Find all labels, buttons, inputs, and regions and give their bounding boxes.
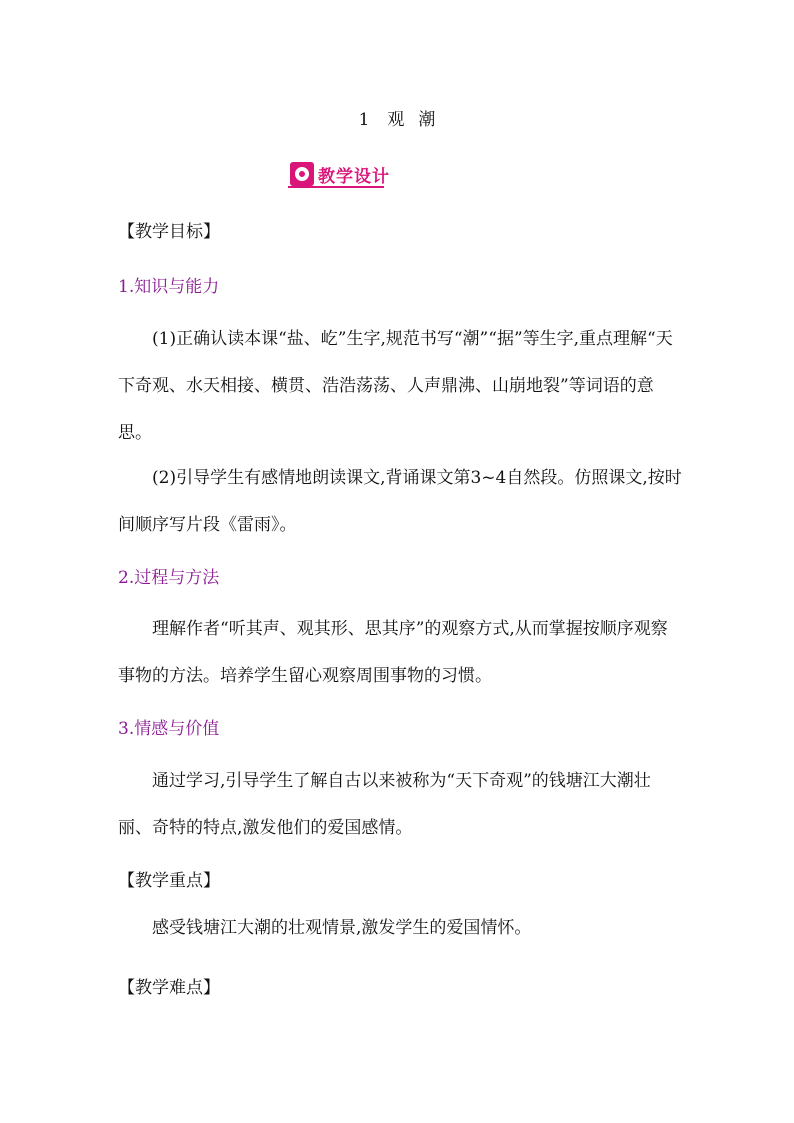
section-heading-key: 【教学重点】: [118, 871, 220, 891]
section-heading-difficult: 【教学难点】: [118, 978, 220, 998]
paragraph-key: 感受钱塘江大潮的壮观情景,激发学生的爱国情怀。: [152, 918, 532, 938]
subheading-emotion: 3.情感与价值: [118, 719, 220, 739]
subheading-knowledge: 1.知识与能力: [118, 277, 220, 297]
lesson-title-char-2: 潮: [418, 110, 436, 130]
lesson-title-char-1: 观: [387, 110, 405, 130]
swirl-logo-icon: [290, 162, 314, 186]
badge-underline: [288, 186, 384, 188]
paragraph-knowledge-2: (2)引导学生有感情地朗读课文,背诵课文第3~4自然段。仿照课文,按时间顺序写片段《雷雨》。: [118, 468, 682, 535]
subheading-process: 2.过程与方法: [118, 568, 220, 588]
teaching-design-badge: [290, 162, 390, 186]
paragraph-process: 理解作者“听其声、观其形、思其序”的观察方式,从而掌握按顺序观察事物的方法。培养学生留心观察周围事物的习惯。: [118, 619, 668, 686]
lesson-number: 1: [358, 110, 370, 130]
paragraph-emotion: 通过学习,引导学生了解自古以来被称为“天下奇观”的钱塘江大潮壮丽、奇特的特点,激发他们的爱国感情。: [118, 771, 651, 838]
paragraph-knowledge-1: (1)正确认读本课“盐、屹”生字,规范书写“潮”“据”等生字,重点理解“天下奇观、水天相接、横贯、浩浩荡荡、人声鼎沸、山崩地裂”等词语的意思。: [118, 329, 673, 443]
lesson-title: [0, 105, 794, 130]
badge-label: 教学设计: [318, 166, 390, 187]
section-heading-goals: 【教学目标】: [118, 222, 220, 242]
